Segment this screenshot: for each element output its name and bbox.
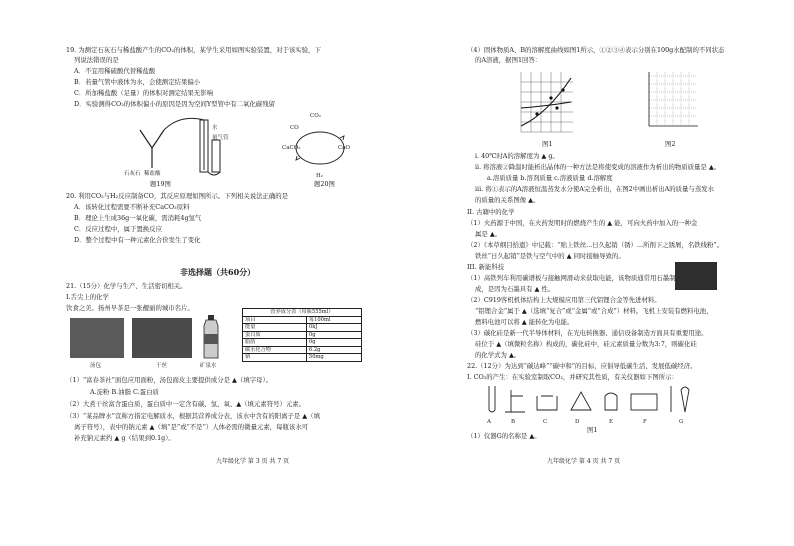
q4-stem: （4）固体物质A、B的溶解度曲线如图1所示，①②③④表示分别在100g水配制的不同状态	[467, 46, 725, 54]
q21-stem: 21.（15分）化学与生产、生活密切相关。	[66, 282, 187, 290]
q21-part3: （3）“某品牌水”宣称方指定电解质水，根据其营养成分表，该水中含有的阳离子是 ▲（填	[66, 412, 320, 420]
iii-q2: （2）C919客机机体结构上大规模应用第三代铝锂合金等先进材料。	[467, 296, 661, 304]
table-row: 蛋白质 0g	[243, 331, 362, 339]
lab-apparatus-figure	[481, 382, 731, 416]
section-ii-title: II. 古籍中的化学	[467, 208, 515, 216]
iii-q1-b: 成，是因为石墨具有 ▲ 性。	[475, 285, 555, 293]
nutrition-table	[242, 308, 362, 362]
ii-q2: （2）《本草纲目拾遗》中记载：“贴上铁丝...日久起销（锈）...所削下之锈屑，名铁线粉”。	[467, 241, 724, 249]
q21-sub1b: 饮食之美。扬州早茶是一张靓丽的城市名片。	[66, 304, 194, 312]
section-iii-title: III. 新能科技	[467, 263, 505, 271]
cycle-label-caco3: CaCO₃	[282, 145, 301, 151]
q19-option-d: D．实验测得CO₂的体积偏小的原因是因为空间Y型管中有二氧化碳残留	[74, 100, 275, 108]
q22-part1: （1）仪器G的名称是 ▲。	[467, 432, 541, 440]
answer-grid-figure	[641, 70, 699, 134]
ii-q1-b: 属是 ▲。	[475, 230, 502, 238]
apparatus-label-f: F	[643, 419, 647, 425]
iii-q3-c: 的化学式为 ▲。	[475, 351, 521, 359]
apparatus-fig-caption: 图1	[587, 426, 598, 434]
nutrition-table-title: 营养成分表（每瓶555ml）	[243, 309, 362, 317]
q21-part1-options: A.淀粉 B.油脂 C.蛋白质	[90, 388, 159, 396]
iii-q3-b: 硅位于 ▲（填微粒名称）构成的，碳化硅中，硅元素质量分数为3:7，则碳化硅	[475, 340, 697, 348]
section-title: 非选择题（共60分）	[180, 267, 256, 277]
tofu-shreds-image	[132, 318, 192, 358]
fig-label-water: 水	[212, 125, 218, 131]
q19-option-b: B．若量气管中液体为水，会使测定结果偏小	[74, 78, 201, 86]
q21-part1: （1）“富春茶社”面包应用面粉，汤包面皮主要提供成分是 ▲（填字母）。	[66, 376, 273, 384]
cycle-label-h2: H₂	[316, 173, 324, 179]
q4-part-ii-options: a.溶质质量 b.溶剂质量 c.溶液质量 d.溶解度	[487, 174, 613, 182]
q22-stem: 22.（12分）为达到“碳达峰”“碳中和”的目标，应倡导低碳生活、发展低碳经济。	[467, 362, 697, 370]
right-footer: 九年级化学 第 4 页 共 7 页	[547, 458, 621, 465]
q22-stem-b: I. CO₂的产生：在实验室制取CO₂，并研究其性质，有关仪器如下图所示：	[467, 373, 678, 381]
left-footer: 九年级化学 第 3 页 共 7 页	[216, 458, 290, 465]
solubility-chart-figure	[513, 68, 575, 138]
ii-q1: （1）火药源于中国，在火药发明时的燃烧产生的 ▲ 能，可向火药中加入的一种金	[467, 219, 698, 227]
dumpling-image	[70, 318, 124, 358]
q21-part3-c: 补充钠元素约 ▲ g（结果到0.1g）。	[74, 434, 175, 442]
img-label-dumpling: 汤包	[90, 363, 102, 369]
ii-q2-b: 铁丝“日久起销”是铁与空气中的 ▲ 同时接触导致的。	[475, 252, 625, 260]
cycle-label-co: CO	[290, 125, 299, 131]
table-row: 脂肪 0g	[243, 339, 362, 347]
table-row: 钠 50mg	[243, 354, 362, 362]
q20-stem: 20. 利用CO₂与H₂反应制备CO，其反应原理如图所示。下列相关说法正确的是	[66, 192, 289, 200]
apparatus-label-g: G	[679, 419, 684, 425]
fig-label-acid: 稀盐酸	[144, 171, 161, 177]
q19-stem: 19. 为测定石灰石与稀盐酸产生的CO₂的体积，某学生采用如图实验装置，对于该实验，下	[66, 46, 321, 54]
table-row: 能量 0kJ	[243, 324, 362, 332]
iii-q1: （1）高铁列车利用碳谱板与接触网滑动来获取电能，该物质通常用石墨制	[467, 274, 676, 282]
q4-part-iii: iii. 将①表示的A溶液恒温蒸发水分使A完全析出，在图2中画出析出A的质量与蒸发水	[475, 185, 714, 193]
fig1-caption: 图1	[542, 140, 553, 148]
apparatus-label-e: E	[609, 419, 614, 425]
q21-sub1: I.舌尖上的化学	[66, 293, 109, 301]
q21-part2: （2）大煮干丝富含蛋白质，蛋白质中一定含有碳、氢、氧、▲（填元素符号）元素。	[66, 400, 306, 408]
apparatus-label-c: C	[543, 419, 548, 425]
water-bottle-image	[200, 314, 222, 360]
fig2-caption: 图2	[665, 140, 676, 148]
q4-part-i: i. 40℃时A的溶解度为 ▲ g。	[475, 152, 559, 160]
apparatus-label-a: A	[487, 419, 491, 425]
iii-q2-b: “铝锂合金”属于 ▲（选填“复合”或“金属”或“合成”）材料。飞机上安装有燃料电池，	[475, 307, 713, 315]
table-row: 碳水化合物 6.2g	[243, 346, 362, 354]
cycle-label-co2: CO₂	[310, 113, 321, 119]
q20-option-c: C．反应过程中，属于置换反应	[74, 225, 162, 233]
fig20-caption: 题20图	[314, 180, 335, 188]
iii-q3: （3）碳化硅是新一代半导体材料，在光电转换器、通信设备制造方面具有重要用途。	[467, 329, 708, 337]
fig19-caption: 题19图	[150, 180, 171, 188]
cycle-label-cao: CaO	[338, 145, 350, 151]
q20-option-a: A．该转化过程需要不断补充CaCO₃原料	[74, 203, 190, 211]
img-label-tofu: 干丝	[156, 363, 168, 369]
q19-option-c: C．所加稀盐酸（足量）的体积对测定结果无影响	[74, 89, 214, 97]
right-page	[397, 0, 794, 546]
q19-option-a: A．不宜用稀硫酸代替稀盐酸	[74, 67, 156, 75]
iii-q2-c: 燃料电池可以将 ▲ 能转化为电能。	[475, 318, 574, 326]
table-row: 项目 每100ml	[243, 316, 362, 324]
fig-label-limestone: 石灰石	[124, 171, 141, 177]
q20-option-b: B．理论上生成36g一氧化碳，需消耗4g氢气	[74, 214, 202, 222]
fig-label-burette: 量气管	[212, 135, 229, 141]
q4-part-iii-2: 的质量的关系图像 ▲。	[475, 196, 540, 204]
q19-stem-2: 列说法错误的是	[74, 56, 119, 64]
img-label-water: 矿泉水	[200, 363, 217, 369]
train-photo	[675, 262, 717, 290]
apparatus-label-b: B	[511, 419, 516, 425]
q21-part3-b: 离子符号），表中的钠元素 ▲（填“是”或“不是”）人体必需的微量元素，每瓶该水可	[74, 423, 309, 431]
q4-stem-2: 的A溶液，据图1回答：	[475, 56, 542, 64]
apparatus-label-d: D	[575, 419, 580, 425]
q4-part-ii: ii. 将溶液②降温时能析出晶体的一种方法是将使变成的溶液作为析出的物质质量是 ▲。	[475, 163, 721, 171]
q20-option-d: D．整个过程中有一种元素化合价发生了变化	[74, 236, 201, 244]
